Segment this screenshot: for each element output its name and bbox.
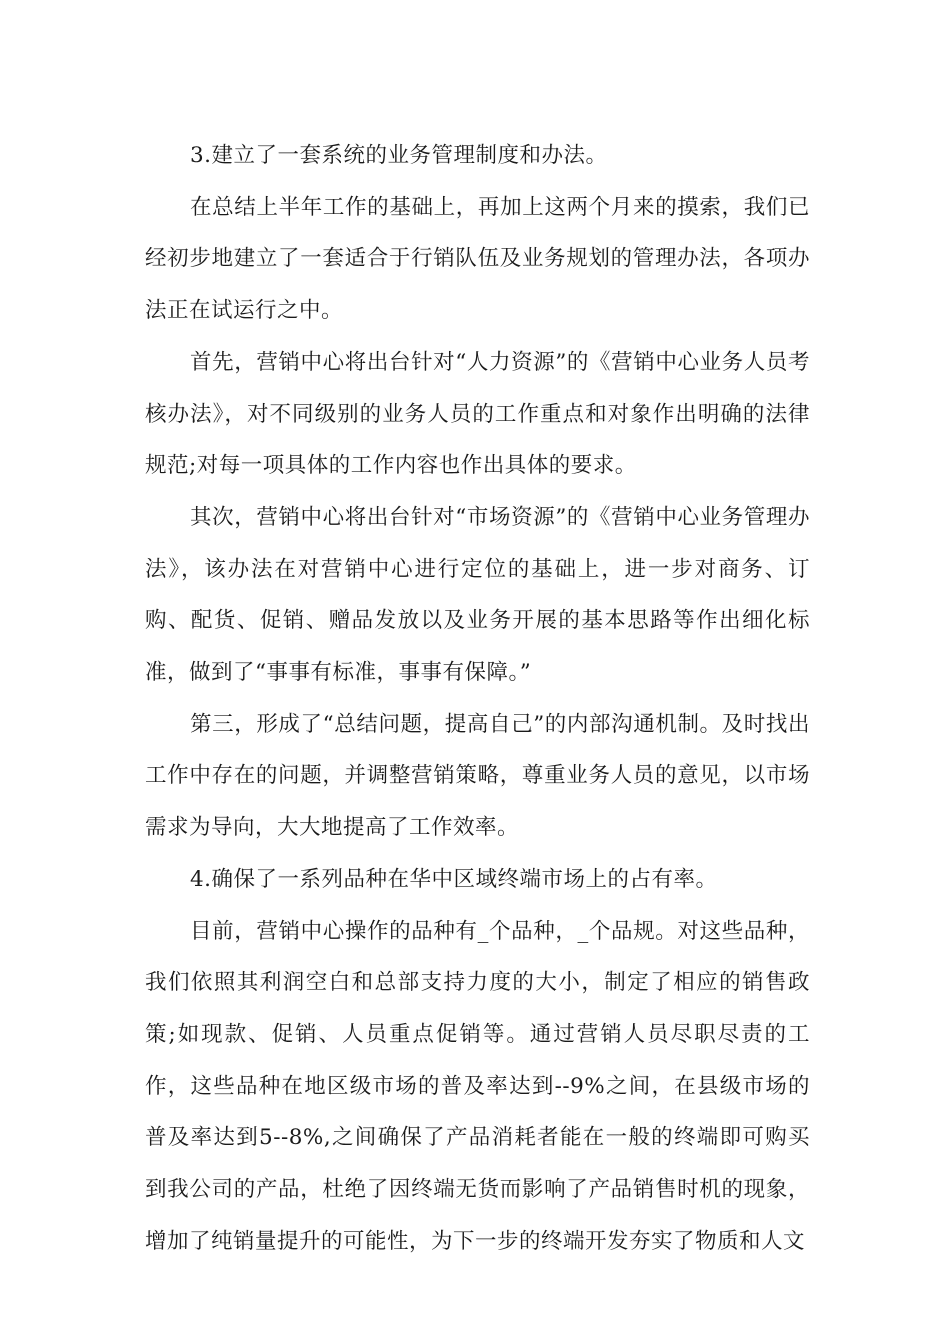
paragraph-section-4-heading: 4.确保了一系列品种在华中区域终端市场上的占有率。 xyxy=(190,866,718,892)
paragraph-third: 第三，形成了“总结问题，提高自己”的内部沟通机制。及时找出工作中存在的问题，并调整营销策略，尊重业务人员的意见，以市场需求为导向，大大地提高了工作效率。 xyxy=(145,711,810,841)
paragraph-first: 首先，营销中心将出台针对“人力资源”的《营销中心业务人员考核办法》，对不同级别的业务人员的工作重点和对象作出明确的法律规范;对每一项具体的工作内容也作出具体的要求。 xyxy=(145,349,810,479)
paragraph-section-3-heading: 3.建立了一套系统的业务管理制度和办法。 xyxy=(190,143,608,168)
paragraph-summary: 在总结上半年工作的基础上，再加上这两个月来的摸索，我们已经初步地建立了一套适合于行销队伍及业务规划的管理办法，各项办法正在试运行之中。 xyxy=(145,194,810,324)
paragraph-current-products: 目前，营销中心操作的品种有_个品种，_个品规。对这些品种，我们依照其利润空白和总部支持力度的大小，制定了相应的销售政策;如现款、促销、人员重点促销等。通过营销人员尽职尽责的工作，这些品种在地区级市场的普及率达到--9%之间，在县级市场的普及率达到5--8%,之间确保了产品消耗者能在一般的终端即可购买到我公司的产品，杜绝了因终端无货而影响了产品销售时机的现象，增加了纯销量提升的可能性，为下一步的终端开发夯实了物质和人文 xyxy=(145,918,810,1254)
paragraph-second: 其次，营销中心将出台针对“市场资源”的《营销中心业务管理办法》，该办法在对营销中心进行定位的基础上，进一步对商务、订购、配货、促销、赠品发放以及业务开展的基本思路等作出细化标准，做到了“事事有标准，事事有保障。” xyxy=(145,504,810,686)
document-body xyxy=(145,130,810,1267)
